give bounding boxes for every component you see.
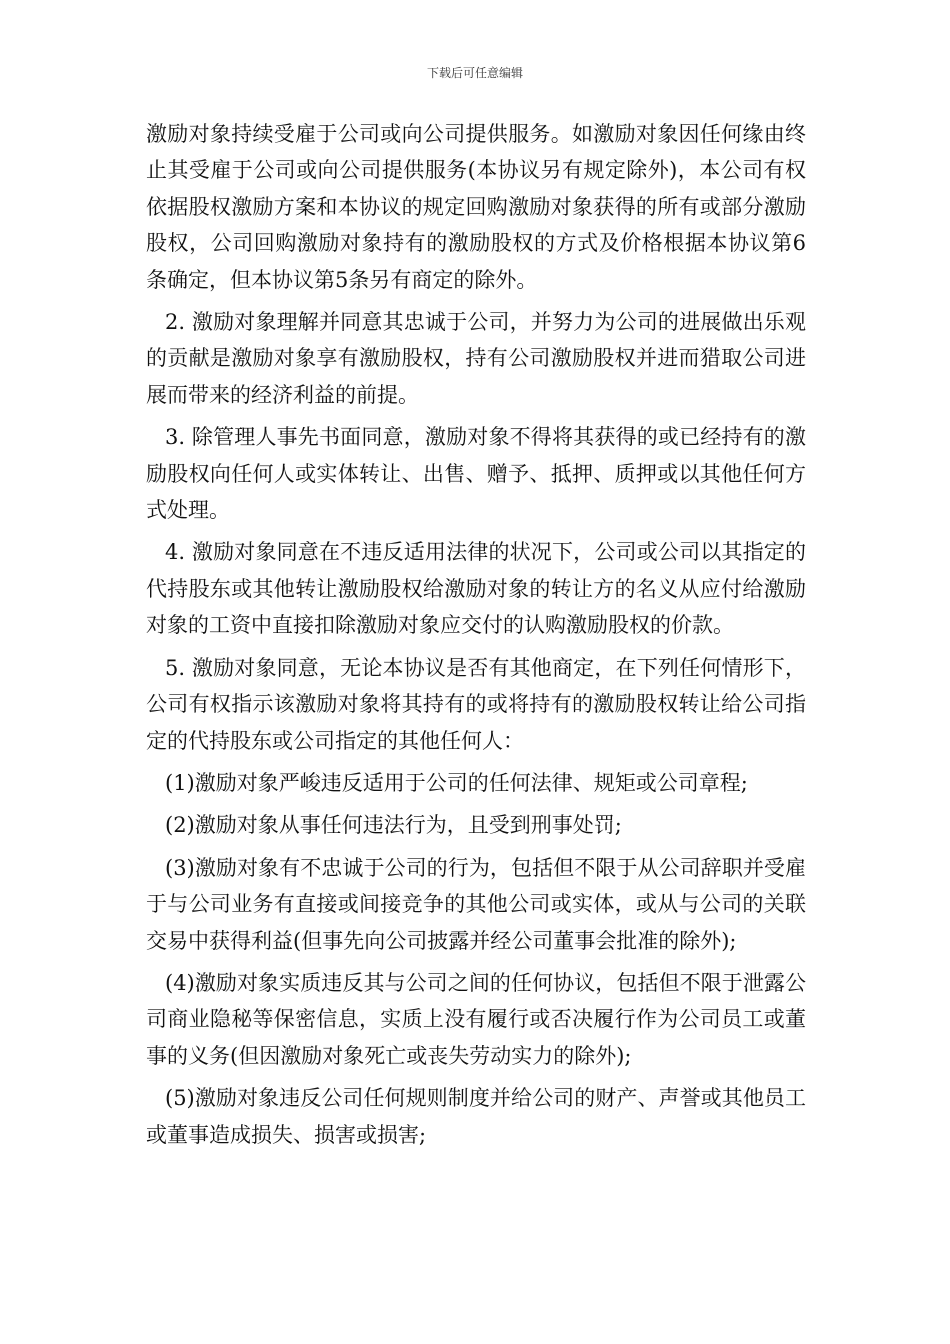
paragraph-continuation: 激励对象持续受雇于公司或向公司提供服务。如激励对象因任何缘由终止其受雇于公司或向公司提供服务(本协议另有规定除外)，本公司有权依据股权激励方案和本协议的规定回购激励对象获得的所有或部分激励股权，公司回购激励对象持有的激励股权的方式及价格根据本协议第6条确定，但本协议第5条另有商定的除外。 [146,122,806,292]
document-body [146,116,806,1159]
paragraph-item-2: (2)激励对象从事任何违法行为，且受到刑事处罚; [165,813,622,838]
paragraph-clause-2: 2. 激励对象理解并同意其忠诚于公司，并努力为公司的进展做出乐观的贡献是激励对象享有激励股权，持有公司激励股权并进而猎取公司进展而带来的经济利益的前提。 [146,310,806,407]
page-header: 下载后可任意编辑 [426,66,523,80]
paragraph-clause-5: 5. 激励对象同意，无论本协议是否有其他商定，在下列任何情形下，公司有权指示该激励对象将其持有的或将持有的激励股权转让给公司指定的代持股东或公司指定的其他任何人： [146,655,806,753]
paragraph-item-1: (1)激励对象严峻违反适用于公司的任何法律、规矩或公司章程; [165,770,748,795]
paragraph-clause-3: 3. 除管理人事先书面同意，激励对象不得将其获得的或已经持有的激励股权向任何人或实体转让、出售、赠予、抵押、质押或以其他任何方式处理。 [146,425,806,523]
paragraph-item-4: (4)激励对象实质违反其与公司之间的任何协议，包括但不限于泄露公司商业隐秘等保密信息，实质上没有履行或否决履行作为公司员工或董事的义务(但因激励对象死亡或丧失劳动实力的除外); [146,970,806,1068]
paragraph-item-3: (3)激励对象有不忠诚于公司的行为，包括但不限于从公司辞职并受雇于与公司业务有直接或间接竞争的其他公司或实体，或从与公司的关联交易中获得利益(但事先向公司披露并经公司董事会批准的除外); [146,855,806,953]
paragraph-item-5: (5)激励对象违反公司任何规则制度并给公司的财产、声誉或其他员工或董事造成损失、损害或损害; [146,1086,806,1147]
paragraph-clause-4: 4. 激励对象同意在不违反适用法律的状况下，公司或公司以其指定的代持股东或其他转让激励股权给激励对象的转让方的名义从应付给激励对象的工资中直接扣除激励对象应交付的认购激励股权的价款。 [146,540,806,638]
